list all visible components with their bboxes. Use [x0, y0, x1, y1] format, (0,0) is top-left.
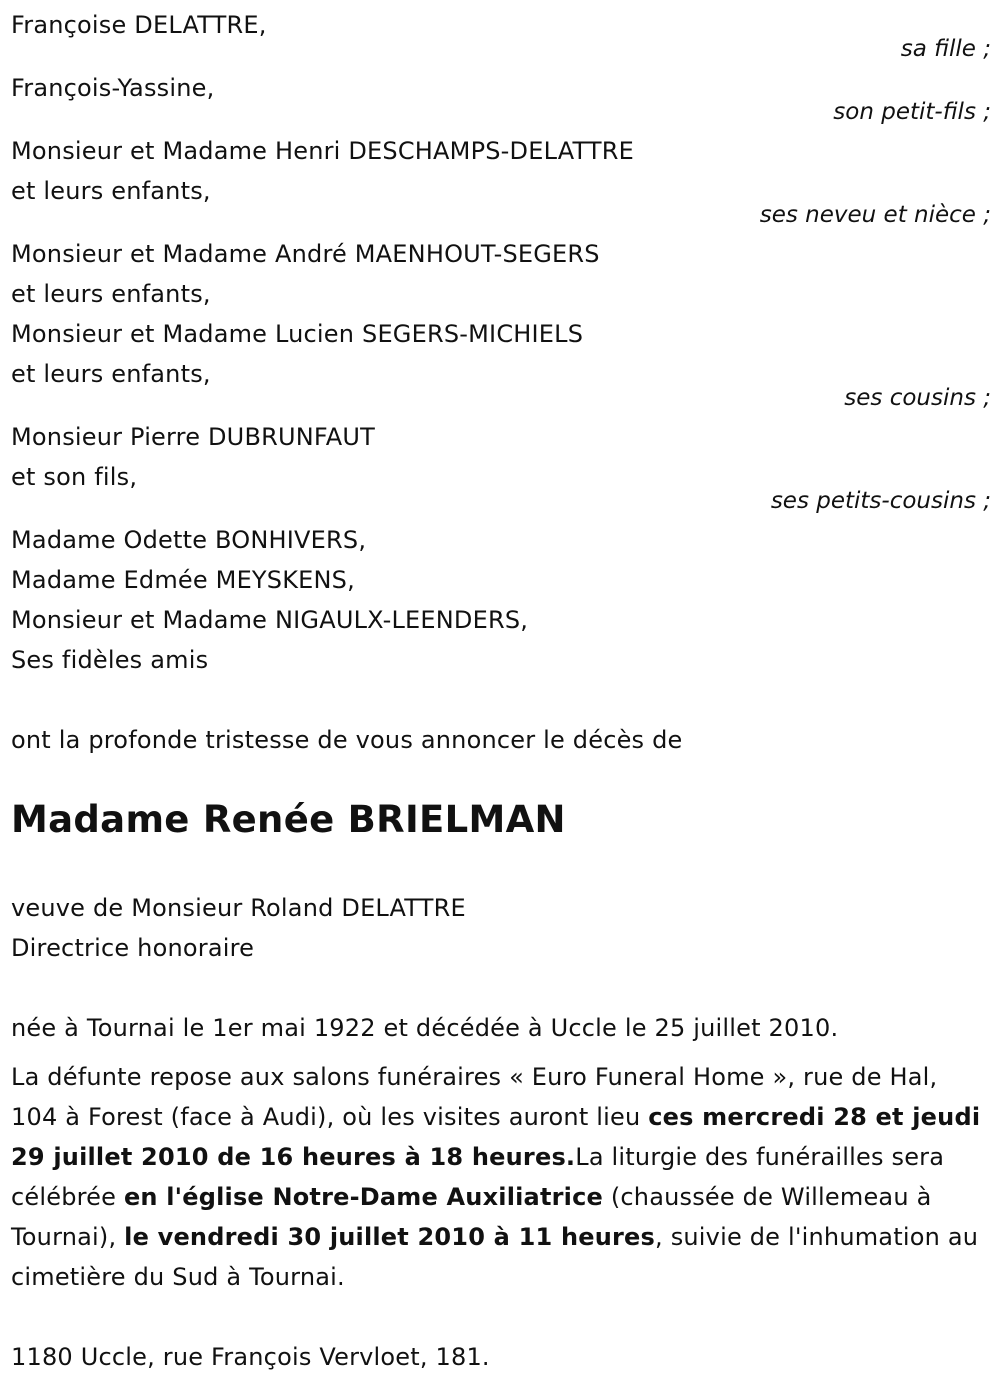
family-cousin2-line2: et leurs enfants,	[11, 360, 211, 388]
family-nephew-line1: Monsieur et Madame Henri DESCHAMPS-DELATTRE	[11, 137, 635, 165]
deceased-widow-of: veuve de Monsieur Roland DELATTRE	[11, 894, 466, 922]
funeral-text-3: (chaussée de Willemeau à Tournai),	[11, 1183, 932, 1251]
funeral-date: le vendredi 30 juillet 2010 à 11 heures	[124, 1223, 656, 1251]
family-grandson-name: François-Yassine,	[11, 74, 215, 102]
family-second-cousins-relation: ses petits-cousins ;	[770, 488, 991, 514]
deceased-title: Directrice honoraire	[11, 934, 255, 962]
family-nephew-line2: et leurs enfants,	[11, 177, 211, 205]
deceased-dates: née à Tournai le 1er mai 1922 et décédée à Uccle le 25 juillet 2010.	[11, 1014, 839, 1042]
family-daughter-name: Françoise DELATTRE,	[11, 11, 267, 39]
funeral-details	[11, 1057, 991, 1297]
family-cousin1-line2: et leurs enfants,	[11, 280, 211, 308]
family-second-cousin-line2: et son fils,	[11, 463, 138, 491]
church-name: en l'église Notre-Dame Auxiliatrice	[123, 1183, 603, 1211]
friend-line-4: Ses fidèles amis	[11, 646, 209, 674]
friend-line-2: Madame Edmée MEYSKENS,	[11, 566, 355, 594]
family-nephew-relation: ses neveu et nièce ;	[759, 202, 991, 228]
funeral-text-2: La liturgie des funérailles sera célébrée	[11, 1143, 945, 1211]
family-cousins-relation: ses cousins ;	[844, 385, 991, 411]
friend-line-1: Madame Odette BONHIVERS,	[11, 526, 367, 554]
address: 1180 Uccle, rue François Vervloet, 181.	[11, 1343, 490, 1371]
family-daughter-relation: sa fille ;	[900, 36, 991, 62]
visit-dates: ces mercredi 28 et jeudi 29 juillet 2010 de 16 heures à 18 heures.	[11, 1103, 981, 1171]
funeral-text-1: La défunte repose aux salons funéraires « Euro Funeral Home », rue de Hal, 104 à Forest (face à Audi), où les visites auront lieu	[11, 1063, 938, 1131]
family-cousin1-line1: Monsieur et Madame André MAENHOUT-SEGERS	[11, 240, 600, 268]
announcement-text: ont la profonde tristesse de vous annoncer le décès de	[11, 726, 683, 754]
deceased-name: Madame Renée BRIELMAN	[11, 798, 566, 841]
family-second-cousin-line1: Monsieur Pierre DUBRUNFAUT	[11, 423, 375, 451]
family-cousin2-line1: Monsieur et Madame Lucien SEGERS-MICHIELS	[11, 320, 584, 348]
family-grandson-relation: son petit-fils ;	[833, 99, 991, 125]
friend-line-3: Monsieur et Madame NIGAULX-LEENDERS,	[11, 606, 529, 634]
funeral-text-4: , suivie de l'inhumation au cimetière du Sud à Tournai.	[11, 1223, 979, 1291]
